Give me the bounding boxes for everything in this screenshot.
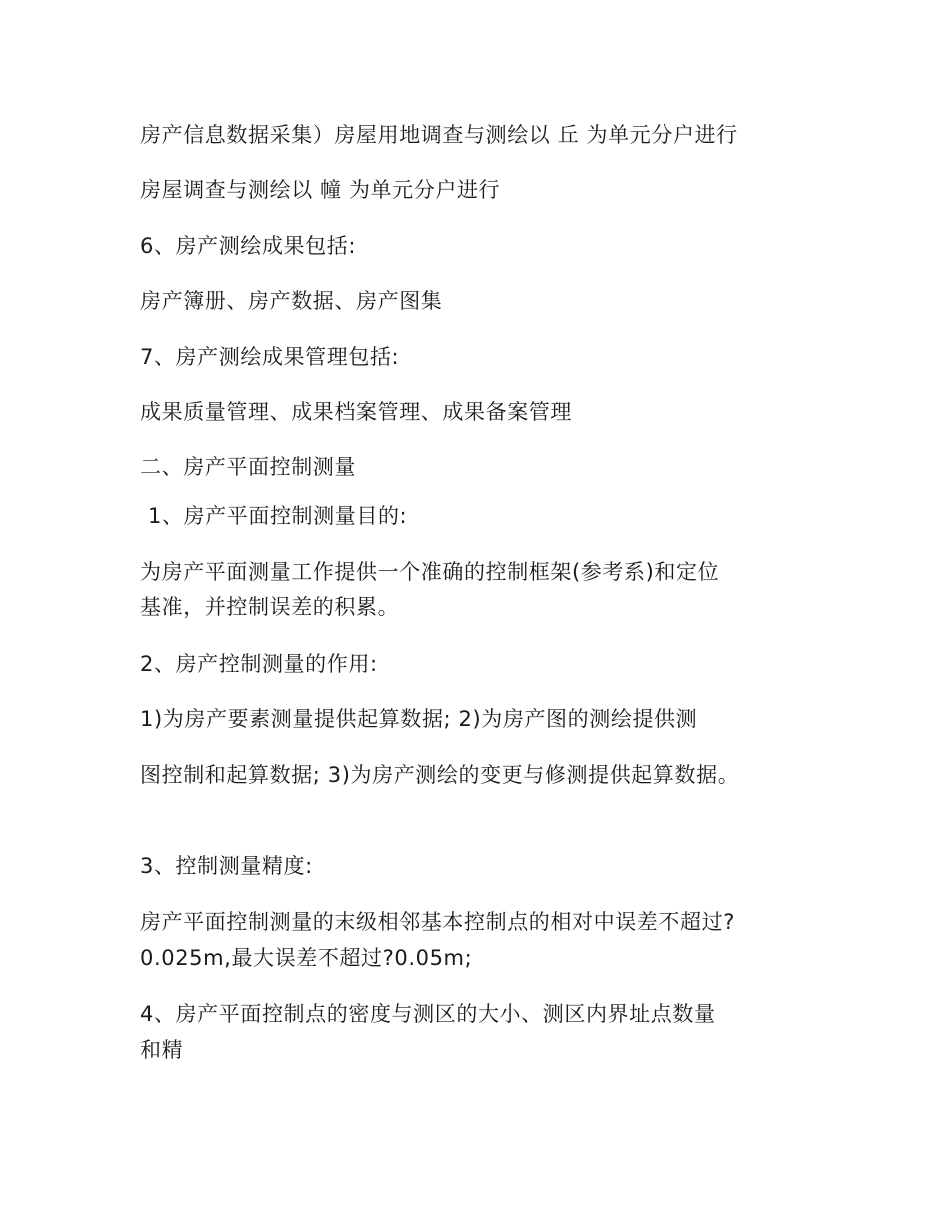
text-line-purpose-2: 基准，并控制误差的积累。 <box>140 595 400 619</box>
text-line-accuracy-1: 房产平面控制测量的末级相邻基本控制点的相对中误差不超过? <box>140 910 735 934</box>
text-line-building-survey: 房屋调查与测绘以 幢 为单元分户进行 <box>140 178 501 202</box>
text-line-function-1: 1)为房产要素测量提供起算数据; 2)为房产图的测绘提供测 <box>140 707 698 731</box>
text-line-density-1: 4、房产平面控制点的密度与测区的大小、测区内界址点数量 <box>140 1002 716 1026</box>
text-line-purpose-1: 为房产平面测量工作提供一个准确的控制框架(参考系)和定位 <box>140 560 720 584</box>
section-heading-plane-control: 二、房产平面控制测量 <box>140 455 356 479</box>
heading-control-accuracy: 3、控制测量精度: <box>140 854 313 878</box>
text-line-density-2: 和精 <box>140 1038 184 1062</box>
text-line-accuracy-2: 0.025m,最大误差不超过?0.05m; <box>140 946 473 970</box>
heading-control-function: 2、房产控制测量的作用: <box>140 652 378 676</box>
heading-survey-results: 6、房产测绘成果包括: <box>140 234 357 258</box>
heading-control-purpose: 1、房产平面控制测量目的: <box>148 504 408 528</box>
text-line-house-data-collection: 房产信息数据采集）房屋用地调查与测绘以 丘 为单元分户进行 <box>140 123 738 147</box>
heading-results-management: 7、房产测绘成果管理包括: <box>140 345 400 369</box>
text-line-results-list: 房产簿册、房产数据、房产图集 <box>140 289 443 313</box>
text-line-management-list: 成果质量管理、成果档案管理、成果备案管理 <box>140 400 572 424</box>
text-line-function-2: 图控制和起算数据; 3)为房产测绘的变更与修测提供起算数据。 <box>140 763 740 787</box>
